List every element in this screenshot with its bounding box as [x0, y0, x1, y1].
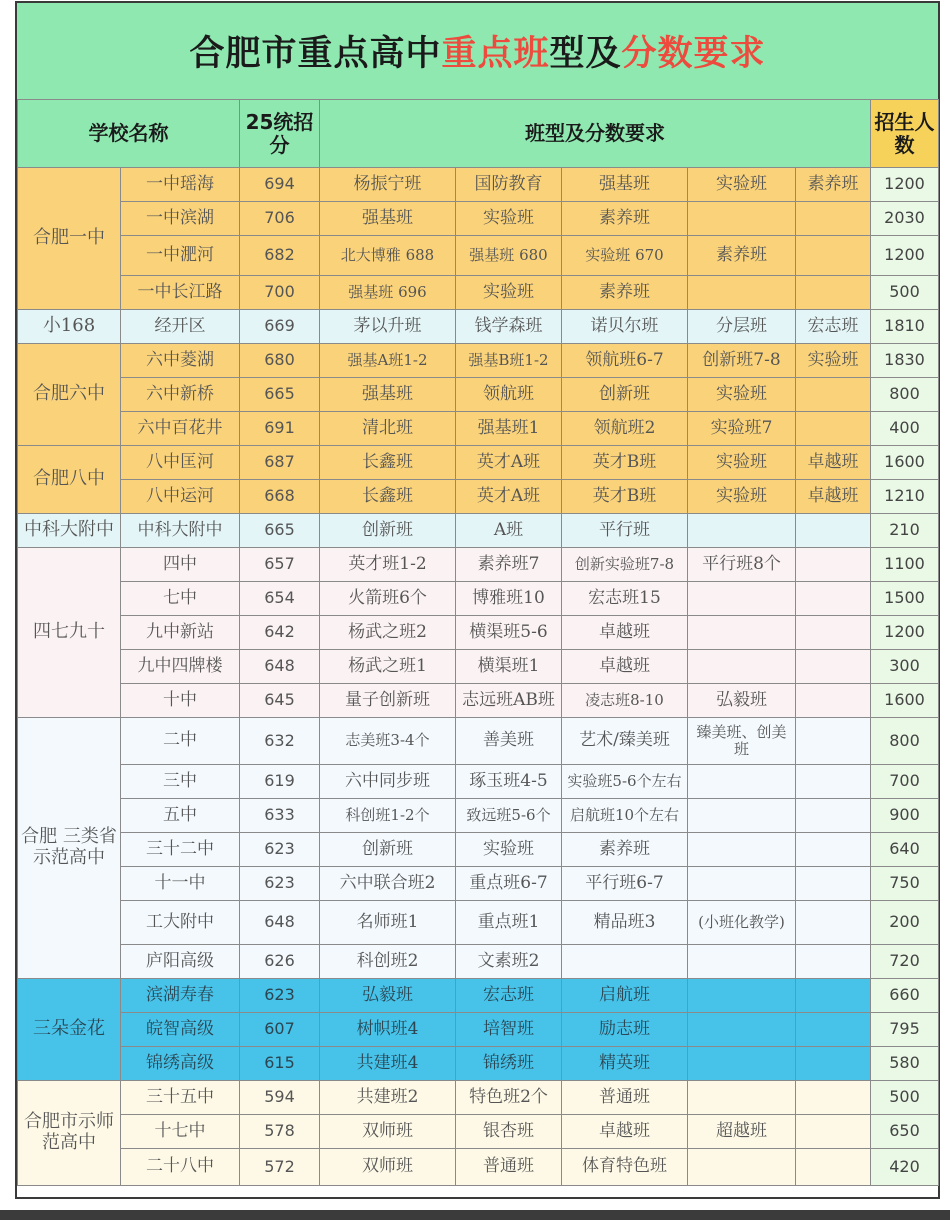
- class-type: 长鑫班: [320, 480, 456, 514]
- class-type: 平行班8个: [688, 548, 796, 582]
- class-type: [796, 945, 871, 979]
- class-type: [688, 799, 796, 833]
- school-group-name: 合肥市示师范高中: [18, 1081, 121, 1186]
- class-type: [688, 514, 796, 548]
- class-type: 双师班: [320, 1149, 456, 1186]
- class-type: [796, 616, 871, 650]
- table-row: [18, 310, 939, 344]
- title-middle: 型及: [549, 34, 622, 74]
- class-type: 茅以升班: [320, 310, 456, 344]
- class-type: 强基A班1-2: [320, 344, 456, 378]
- class-type: 钱学森班: [456, 310, 562, 344]
- table-row: [18, 1081, 939, 1115]
- class-type: (小班化教学): [688, 901, 796, 945]
- class-type: [796, 867, 871, 901]
- class-type: 平行班6-7: [562, 867, 688, 901]
- table-row: [18, 718, 939, 765]
- class-type: 强基班: [562, 168, 688, 202]
- class-type: [688, 582, 796, 616]
- class-type: 六中联合班2: [320, 867, 456, 901]
- class-type: [688, 1081, 796, 1115]
- title-highlight-1: 重点班: [441, 34, 550, 74]
- header-school: 学校名称: [18, 100, 240, 168]
- admission-score: 700: [240, 276, 320, 310]
- class-type: 博雅班10: [456, 582, 562, 616]
- class-type: 琢玉班4-5: [456, 765, 562, 799]
- campus-name: 皖智高级: [121, 1013, 240, 1047]
- class-type: 素养班: [796, 168, 871, 202]
- class-type: 实验班: [688, 446, 796, 480]
- campus-name: 工大附中: [121, 901, 240, 945]
- admission-score: 706: [240, 202, 320, 236]
- class-type: [796, 901, 871, 945]
- admission-score: 572: [240, 1149, 320, 1186]
- class-type: 宏志班15: [562, 582, 688, 616]
- admission-score: 623: [240, 833, 320, 867]
- admission-score: 623: [240, 979, 320, 1013]
- campus-name: 二中: [121, 718, 240, 765]
- admission-score: 632: [240, 718, 320, 765]
- class-type: 长鑫班: [320, 446, 456, 480]
- school-group-name: 合肥八中: [18, 446, 121, 514]
- table-row: [18, 168, 939, 202]
- admission-score: 691: [240, 412, 320, 446]
- class-type: [688, 867, 796, 901]
- class-type: 领航班6-7: [562, 344, 688, 378]
- class-type: 实验班: [688, 168, 796, 202]
- campus-name: 滨湖寿春: [121, 979, 240, 1013]
- class-type: A班: [456, 514, 562, 548]
- class-type: 志远班AB班: [456, 684, 562, 718]
- class-type: 树帜班4: [320, 1013, 456, 1047]
- class-type: 诺贝尔班: [562, 310, 688, 344]
- table-row: [18, 867, 939, 901]
- class-type: 共建班4: [320, 1047, 456, 1081]
- class-type: 创新班7-8: [688, 344, 796, 378]
- class-type: 英才B班: [562, 446, 688, 480]
- enrollment-count: 795: [871, 1013, 939, 1047]
- enrollment-count: 750: [871, 867, 939, 901]
- table-row: [18, 276, 939, 310]
- class-type: [796, 412, 871, 446]
- table-row: [18, 344, 939, 378]
- enrollment-count: 400: [871, 412, 939, 446]
- admission-score: 654: [240, 582, 320, 616]
- class-type: 实验班: [456, 202, 562, 236]
- school-group-name: 四七九十: [18, 548, 121, 718]
- campus-name: 锦绣高级: [121, 1047, 240, 1081]
- class-type: 实验班 670: [562, 236, 688, 276]
- enrollment-count: 1210: [871, 480, 939, 514]
- table-row: [18, 901, 939, 945]
- class-type: 弘毅班: [320, 979, 456, 1013]
- class-type: 英才A班: [456, 446, 562, 480]
- table-row: [18, 1047, 939, 1081]
- class-type: 银杏班: [456, 1115, 562, 1149]
- class-type: 量子创新班: [320, 684, 456, 718]
- admission-score: 648: [240, 650, 320, 684]
- enrollment-count: 500: [871, 276, 939, 310]
- table-row: [18, 514, 939, 548]
- campus-name: 经开区: [121, 310, 240, 344]
- class-type: [796, 799, 871, 833]
- class-type: 国防教育: [456, 168, 562, 202]
- admission-score: 578: [240, 1115, 320, 1149]
- class-type: 素养班: [562, 833, 688, 867]
- admission-score: 594: [240, 1081, 320, 1115]
- class-type: 素养班: [688, 236, 796, 276]
- enrollment-count: 1830: [871, 344, 939, 378]
- table-row: [18, 650, 939, 684]
- class-type: 精品班3: [562, 901, 688, 945]
- table-row: [18, 684, 939, 718]
- enrollment-count: 1100: [871, 548, 939, 582]
- title-highlight-2: 分数要求: [621, 34, 766, 74]
- class-type: 宏志班: [456, 979, 562, 1013]
- campus-name: 三中: [121, 765, 240, 799]
- campus-name: 十一中: [121, 867, 240, 901]
- class-type: [796, 1081, 871, 1115]
- class-type: 实验班: [688, 480, 796, 514]
- class-type: 创新实验班7-8: [562, 548, 688, 582]
- admission-score: 665: [240, 378, 320, 412]
- class-type: [688, 276, 796, 310]
- class-type: 启航班: [562, 979, 688, 1013]
- class-type: 素养班7: [456, 548, 562, 582]
- class-type: 励志班: [562, 1013, 688, 1047]
- class-type: 火箭班6个: [320, 582, 456, 616]
- class-type: 弘毅班: [688, 684, 796, 718]
- campus-name: 二十八中: [121, 1149, 240, 1186]
- class-type: [796, 718, 871, 765]
- admission-score: 619: [240, 765, 320, 799]
- admission-score: 682: [240, 236, 320, 276]
- class-type: 超越班: [688, 1115, 796, 1149]
- admission-score: 645: [240, 684, 320, 718]
- class-type: 实验班: [796, 344, 871, 378]
- admission-score: 626: [240, 945, 320, 979]
- class-type: 精英班: [562, 1047, 688, 1081]
- class-type: 重点班1: [456, 901, 562, 945]
- class-type: 强基班1: [456, 412, 562, 446]
- enrollment-count: 200: [871, 901, 939, 945]
- class-type: 普通班: [456, 1149, 562, 1186]
- table-row: [18, 833, 939, 867]
- class-type: 清北班: [320, 412, 456, 446]
- class-type: 平行班: [562, 514, 688, 548]
- table-row: [18, 582, 939, 616]
- campus-name: 七中: [121, 582, 240, 616]
- class-type: 杨武之班2: [320, 616, 456, 650]
- enrollment-count: 800: [871, 718, 939, 765]
- admission-score: 694: [240, 168, 320, 202]
- class-type: [688, 945, 796, 979]
- class-type: 实验班5-6个左右: [562, 765, 688, 799]
- class-type: [688, 979, 796, 1013]
- class-type: [688, 833, 796, 867]
- admission-score: 665: [240, 514, 320, 548]
- campus-name: 五中: [121, 799, 240, 833]
- campus-name: 一中淝河: [121, 236, 240, 276]
- school-group-name: 合肥 三类省示范高中: [18, 718, 121, 979]
- class-type: 英才班1-2: [320, 548, 456, 582]
- class-type: 启航班10个左右: [562, 799, 688, 833]
- table-row: [18, 616, 939, 650]
- school-group-name: 中科大附中: [18, 514, 121, 548]
- table-row: [18, 548, 939, 582]
- enrollment-count: 660: [871, 979, 939, 1013]
- class-type: [796, 979, 871, 1013]
- enrollment-count: 800: [871, 378, 939, 412]
- class-type: 实验班: [688, 378, 796, 412]
- table-row: [18, 765, 939, 799]
- class-type: 强基班: [320, 202, 456, 236]
- enrollment-count: 900: [871, 799, 939, 833]
- admission-score: 669: [240, 310, 320, 344]
- admission-score: 657: [240, 548, 320, 582]
- class-type: 强基班: [320, 378, 456, 412]
- class-type: 强基B班1-2: [456, 344, 562, 378]
- score-table: [17, 99, 939, 1186]
- header-score: 25统招分: [240, 100, 320, 168]
- admission-score: 623: [240, 867, 320, 901]
- class-type: [796, 1115, 871, 1149]
- school-group-name: 合肥一中: [18, 168, 121, 310]
- class-type: 英才A班: [456, 480, 562, 514]
- class-type: [796, 276, 871, 310]
- class-type: 致远班5-6个: [456, 799, 562, 833]
- class-type: 培智班: [456, 1013, 562, 1047]
- campus-name: 三十五中: [121, 1081, 240, 1115]
- class-type: [688, 650, 796, 684]
- enrollment-count: 1500: [871, 582, 939, 616]
- class-type: 六中同步班: [320, 765, 456, 799]
- class-type: 重点班6-7: [456, 867, 562, 901]
- class-type: 杨振宁班: [320, 168, 456, 202]
- class-type: 卓越班: [562, 650, 688, 684]
- class-type: [688, 202, 796, 236]
- admission-score: 680: [240, 344, 320, 378]
- campus-name: 中科大附中: [121, 514, 240, 548]
- class-type: [796, 650, 871, 684]
- school-group-name: 小168: [18, 310, 121, 344]
- class-type: 普通班: [562, 1081, 688, 1115]
- class-type: 体育特色班: [562, 1149, 688, 1186]
- class-type: 实验班: [456, 276, 562, 310]
- campus-name: 一中滨湖: [121, 202, 240, 236]
- class-type: [688, 765, 796, 799]
- enrollment-count: 580: [871, 1047, 939, 1081]
- class-type: 共建班2: [320, 1081, 456, 1115]
- campus-name: 四中: [121, 548, 240, 582]
- class-type: [796, 765, 871, 799]
- table-row: [18, 202, 939, 236]
- enrollment-count: 1600: [871, 446, 939, 480]
- class-type: [562, 945, 688, 979]
- admission-score: 615: [240, 1047, 320, 1081]
- campus-name: 九中新站: [121, 616, 240, 650]
- admission-score: 642: [240, 616, 320, 650]
- class-type: 科创班1-2个: [320, 799, 456, 833]
- enrollment-count: 1200: [871, 168, 939, 202]
- class-type: 北大博雅 688: [320, 236, 456, 276]
- class-type: 卓越班: [562, 1115, 688, 1149]
- class-type: 卓越班: [562, 616, 688, 650]
- admission-score: 607: [240, 1013, 320, 1047]
- class-type: 强基班 696: [320, 276, 456, 310]
- class-type: 凌志班8-10: [562, 684, 688, 718]
- campus-name: 一中长江路: [121, 276, 240, 310]
- enrollment-count: 2030: [871, 202, 939, 236]
- admission-score: 668: [240, 480, 320, 514]
- table-row: [18, 412, 939, 446]
- bottom-bar: [0, 1210, 950, 1220]
- class-type: [796, 1047, 871, 1081]
- enrollment-count: 1200: [871, 616, 939, 650]
- class-type: 文素班2: [456, 945, 562, 979]
- class-type: 领航班: [456, 378, 562, 412]
- class-type: [796, 684, 871, 718]
- class-type: 素养班: [562, 202, 688, 236]
- enrollment-count: 720: [871, 945, 939, 979]
- class-type: 创新班: [320, 514, 456, 548]
- enrollment-count: 300: [871, 650, 939, 684]
- enrollment-count: 650: [871, 1115, 939, 1149]
- enrollment-count: 420: [871, 1149, 939, 1186]
- class-type: 实验班7: [688, 412, 796, 446]
- class-type: [796, 833, 871, 867]
- class-type: 横渠班1: [456, 650, 562, 684]
- school-group-name: 三朵金花: [18, 979, 121, 1081]
- class-type: [796, 236, 871, 276]
- campus-name: 一中瑶海: [121, 168, 240, 202]
- class-type: 特色班2个: [456, 1081, 562, 1115]
- class-type: 科创班2: [320, 945, 456, 979]
- campus-name: 六中百花井: [121, 412, 240, 446]
- table-row: [18, 799, 939, 833]
- table-row: [18, 1149, 939, 1186]
- class-type: 臻美班、创美班: [688, 718, 796, 765]
- admission-score: 633: [240, 799, 320, 833]
- class-type: 卓越班: [796, 480, 871, 514]
- campus-name: 六中菱湖: [121, 344, 240, 378]
- school-group-name: 合肥六中: [18, 344, 121, 446]
- class-type: 杨武之班1: [320, 650, 456, 684]
- class-type: 创新班: [320, 833, 456, 867]
- table-row: [18, 979, 939, 1013]
- class-type: [688, 616, 796, 650]
- class-type: [796, 514, 871, 548]
- class-type: [688, 1047, 796, 1081]
- class-type: 名师班1: [320, 901, 456, 945]
- class-type: [796, 548, 871, 582]
- enrollment-count: 1810: [871, 310, 939, 344]
- class-type: 分层班: [688, 310, 796, 344]
- header-enroll: 招生人数: [871, 100, 939, 168]
- table-row: [18, 480, 939, 514]
- enrollment-count: 1200: [871, 236, 939, 276]
- class-type: 双师班: [320, 1115, 456, 1149]
- table-row: [18, 446, 939, 480]
- class-type: 英才B班: [562, 480, 688, 514]
- enrollment-count: 700: [871, 765, 939, 799]
- class-type: 素养班: [562, 276, 688, 310]
- campus-name: 六中新桥: [121, 378, 240, 412]
- class-type: 宏志班: [796, 310, 871, 344]
- campus-name: 庐阳高级: [121, 945, 240, 979]
- score-sheet: [15, 1, 940, 1199]
- class-type: 志美班3-4个: [320, 718, 456, 765]
- enrollment-count: 640: [871, 833, 939, 867]
- class-type: [796, 378, 871, 412]
- class-type: 锦绣班: [456, 1047, 562, 1081]
- header-classes: 班型及分数要求: [320, 100, 871, 168]
- table-row: [18, 236, 939, 276]
- admission-score: 648: [240, 901, 320, 945]
- class-type: 横渠班5-6: [456, 616, 562, 650]
- class-type: [796, 582, 871, 616]
- class-type: 强基班 680: [456, 236, 562, 276]
- header-row: [18, 100, 939, 168]
- class-type: 善美班: [456, 718, 562, 765]
- table-row: [18, 945, 939, 979]
- title-prefix: 合肥市重点高中: [189, 34, 442, 74]
- campus-name: 十七中: [121, 1115, 240, 1149]
- table-row: [18, 1115, 939, 1149]
- table-row: [18, 378, 939, 412]
- class-type: [688, 1013, 796, 1047]
- campus-name: 十中: [121, 684, 240, 718]
- class-type: [796, 1013, 871, 1047]
- class-type: 实验班: [456, 833, 562, 867]
- class-type: 创新班: [562, 378, 688, 412]
- class-type: 卓越班: [796, 446, 871, 480]
- enrollment-count: 210: [871, 514, 939, 548]
- enrollment-count: 1600: [871, 684, 939, 718]
- class-type: [796, 1149, 871, 1186]
- class-type: [688, 1149, 796, 1186]
- class-type: 艺术/臻美班: [562, 718, 688, 765]
- admission-score: 687: [240, 446, 320, 480]
- class-type: [796, 202, 871, 236]
- campus-name: 三十二中: [121, 833, 240, 867]
- enrollment-count: 500: [871, 1081, 939, 1115]
- class-type: 领航班2: [562, 412, 688, 446]
- campus-name: 九中四牌楼: [121, 650, 240, 684]
- campus-name: 八中运河: [121, 480, 240, 514]
- page-title: [17, 3, 938, 101]
- table-row: [18, 1013, 939, 1047]
- campus-name: 八中匡河: [121, 446, 240, 480]
